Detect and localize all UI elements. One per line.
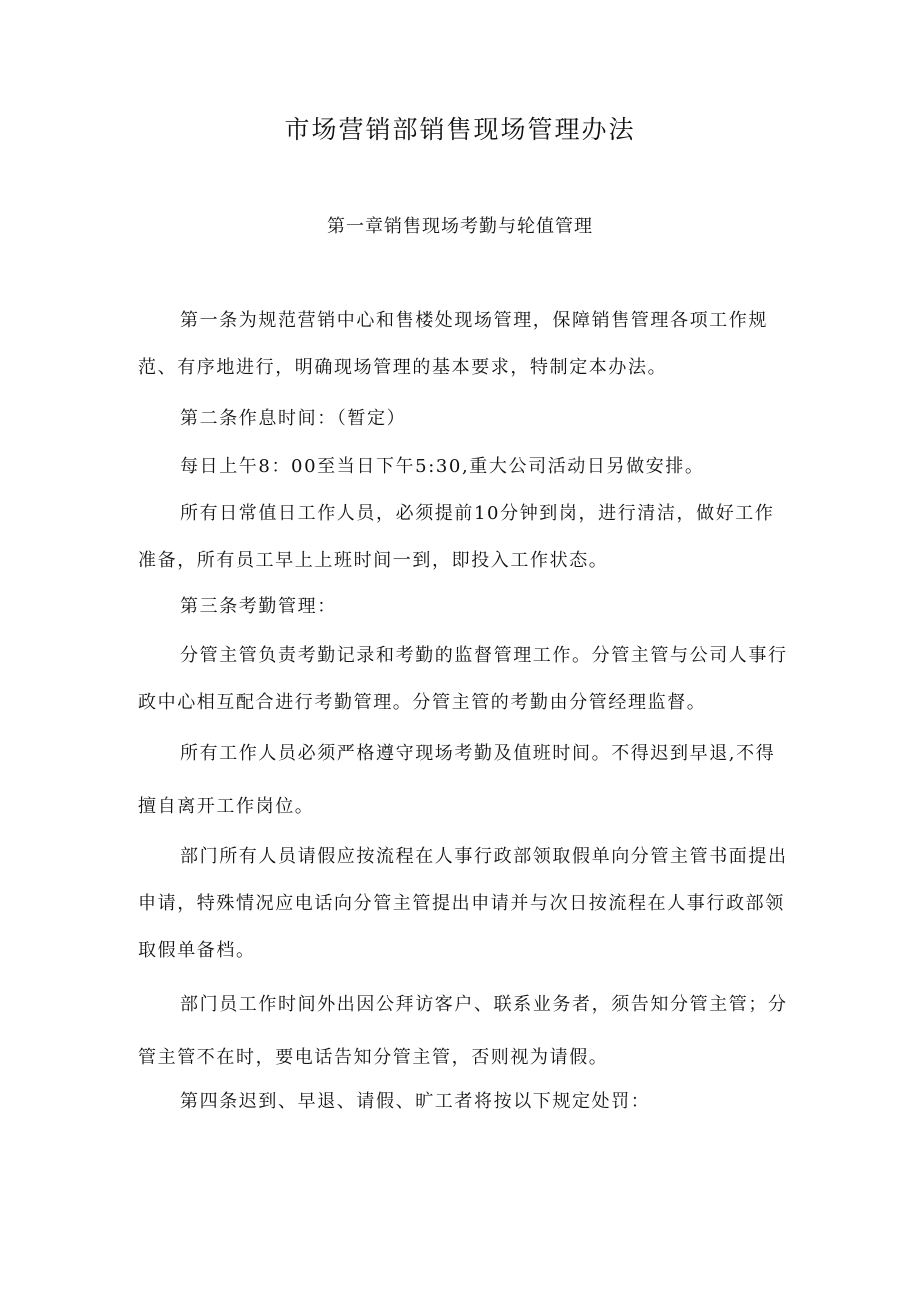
chapter-title: 第一章销售现场考勤与轮值管理 — [327, 216, 593, 237]
paragraph-article-3: 第三条考勤管理： — [180, 596, 337, 617]
paragraph-attendance-supervision: 分管主管负责考勤记录和考勤的监督管理工作。分管主管与公司人事行政中心相互配合进行考勤管理。分管主管的考勤由分管经理监督。 — [138, 645, 788, 713]
paragraph-article-1: 第一条为规范营销中心和售楼处现场管理，保障销售管理各项工作规范、有序地进行，明确现场管理的基本要求，特制定本办法。 — [138, 310, 768, 378]
paragraph-article-2: 第二条作息时间：（暂定） — [180, 408, 407, 429]
paragraph-leave-request: 部门所有人员请假应按流程在人事行政部领取假单向分管主管书面提出申请，特殊情况应电话向分管主管提出申请并与次日按流程在人事行政部领取假单备档。 — [138, 846, 788, 961]
document-title: 市场营销部销售现场管理办法 — [284, 115, 636, 144]
paragraph-article-4: 第四条迟到、早退、请假、旷工者将按以下规定处罚： — [180, 1091, 651, 1112]
paragraph-work-hours: 每日上午8：00至当日下午5:30,重大公司活动日另做安排。 — [180, 456, 705, 477]
paragraph-attendance-rules: 所有工作人员必须严格遵守现场考勤及值班时间。不得迟到早退,不得擅自离开工作岗位。 — [138, 743, 776, 817]
paragraph-duty-staff: 所有日常值日工作人员，必须提前10分钟到岗，进行清洁，做好工作准备，所有员工早上上班时间一到，即投入工作状态。 — [138, 503, 775, 571]
paragraph-business-outing: 部门员工作时间外出因公拜访客户、联系业务者，须告知分管主管；分管主管不在时，要电话告知分管主管，否则视为请假。 — [138, 994, 788, 1068]
